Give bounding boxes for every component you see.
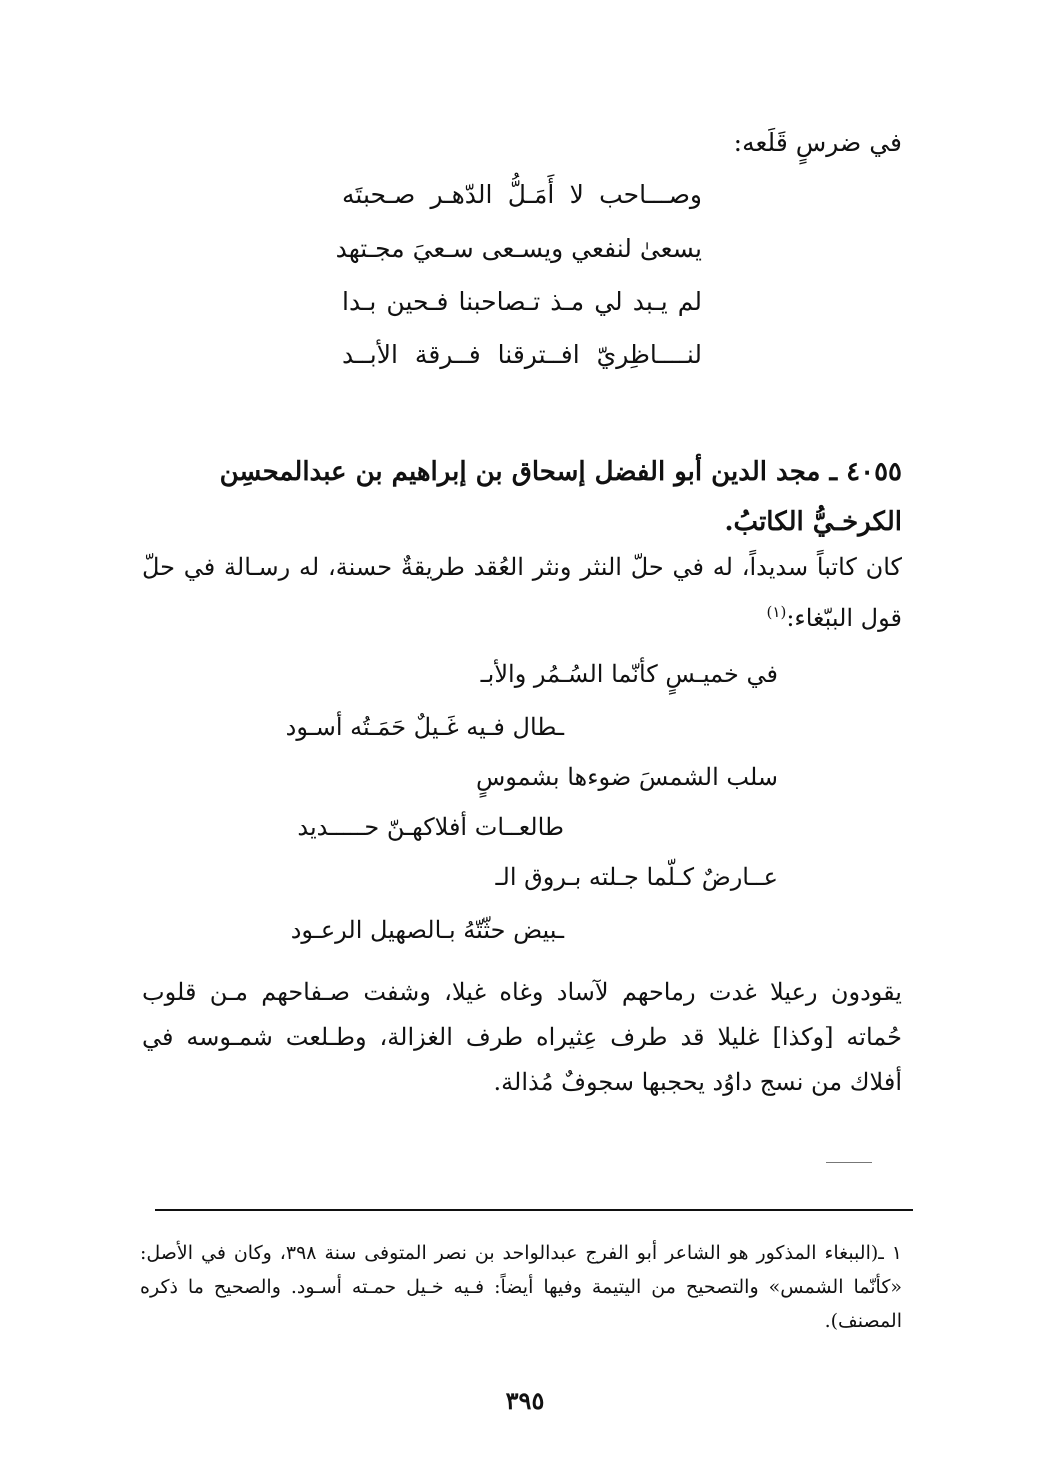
- poem-1-line: وصـــاحب لا أَمَـلُّ الدّهـر صـحبتَه: [342, 180, 702, 209]
- entry-number: ٤٠٥٥ ـ: [829, 457, 902, 487]
- poem-1-line: لنــــاظِريّ افــترقنا فــرقة الأبــد: [342, 340, 702, 369]
- page-number: ٣٩٥: [505, 1386, 545, 1415]
- footnote-rule: [155, 1209, 913, 1211]
- footnote: ١ ـ(الببغاء المذكور هو الشاعر أبو الفرج عبدالواحد بن نصر المتوفى سنة ٣٩٨، وكان في الأصل: «كأنّما الشمس» والتصحيح من اليتيمة وفيها أيضاً: فـيه خـيل حمـته أسـود. والصحيح ما ذكره المصنف).: [140, 1242, 902, 1332]
- poem-2-line: عــارضٌ كـلّما جـلته بـروق الـ: [495, 863, 778, 891]
- poem-2-line: ـطال فـيه غَـيلٌ حَمَـتُه أسـود: [285, 713, 564, 741]
- poem-2-line: في خميـسٍ كأنّما السُـمُر والأبـ: [480, 660, 778, 688]
- poem-2-line: سلب الشمسَ ضوءها بشموسٍ: [475, 763, 778, 791]
- paragraph-2: يقودون رعيلا غدت رماحهم لآساد وغاه غيلا، وشفت صـفاحهم مـن قلوب حُماته [وكذا] غليلا قد طرف عِثيراه طرف الغزالة، وطـلعت شمـوسه في أفلاك من نسج داوُد يحجبها سجوفٌ مُذالة.: [142, 978, 902, 1096]
- entry-heading: [142, 447, 902, 547]
- footnote-reference: (١): [766, 603, 787, 621]
- intro-line: في ضرسٍ قَلَعه:: [733, 128, 902, 157]
- paragraph-1: [142, 545, 902, 641]
- entry-title: مجد الدين أبو الفضل إسحاق بن إبراهيم بن عبدالمحسِن الكرخـيُّ الكاتبُ.: [219, 457, 902, 537]
- poem-2-line: طالعــات أفلاكهـنّ حـــــديد: [297, 813, 564, 841]
- poem-1-line: لم يـبد لي مـذ تـصاحبنا فـحين بـدا: [342, 287, 702, 316]
- poem-1-line: يسعىٰ لنفعي ويسـعى سـعيَ مجـتهد: [335, 234, 702, 263]
- poem-2-line: ـبيض حثّتّهُ بـالصهيل الرعـود: [290, 916, 564, 944]
- paragraph-1-text: كان كاتباً سديداً، له في حلّ النثر ونثر العُقد طريقةٌ حسنة، له رسـالة في حلّ قول الببّغاء:: [142, 553, 902, 632]
- separator-dash: [826, 1162, 872, 1163]
